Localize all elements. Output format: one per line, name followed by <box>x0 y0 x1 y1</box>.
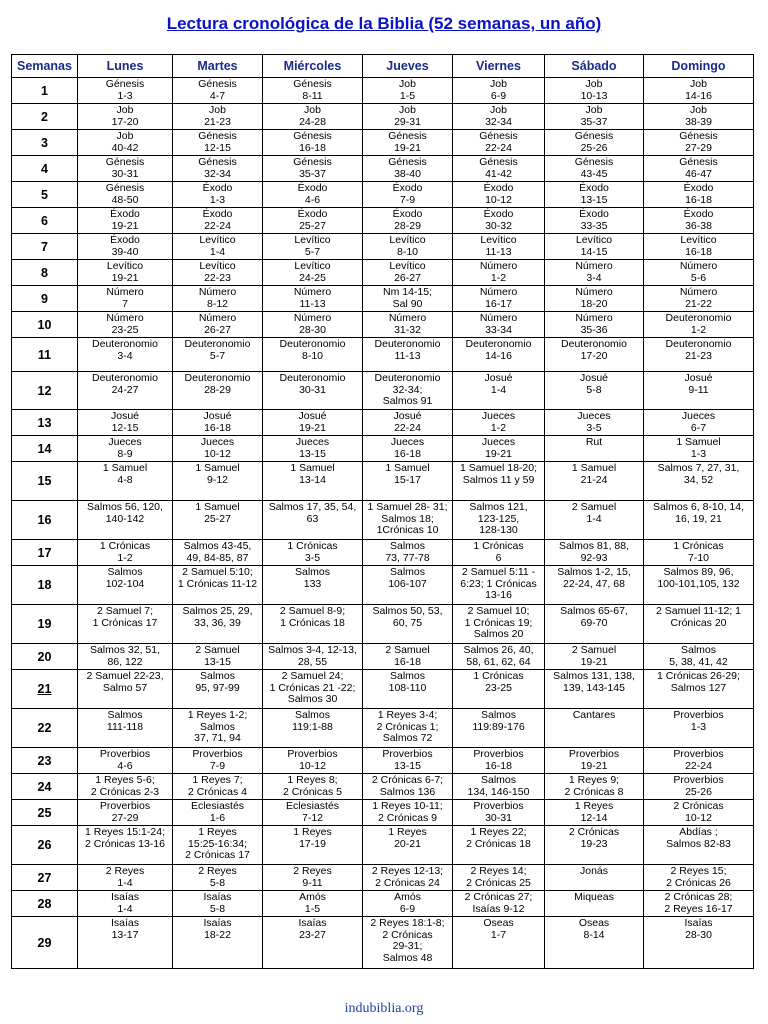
reading-cell: 2 Samuel 22-23, Salmo 57 <box>78 670 173 709</box>
reading-cell: Josué 12-15 <box>78 410 173 436</box>
reading-cell: 2 Crónicas 6-7; Salmos 136 <box>363 774 453 800</box>
reading-cell: Génesis 16-18 <box>263 130 363 156</box>
reading-cell: 1 Samuel 18-20; Salmos 11 y 59 <box>453 462 545 501</box>
reading-cell: Eclesiastés 1-6 <box>173 800 263 826</box>
reading-cell: Proverbios 13-15 <box>363 748 453 774</box>
reading-cell: Salmos 131, 138, 139, 143-145 <box>545 670 644 709</box>
reading-cell: 1 Reyes 7; 2 Crónicas 4 <box>173 774 263 800</box>
reading-cell: 1 Reyes 17-19 <box>263 826 363 865</box>
reading-cell: Abdías ; Salmos 82-83 <box>644 826 754 865</box>
reading-cell: 2 Samuel 5:10; 1 Crónicas 11-12 <box>173 566 263 605</box>
week-number: 22 <box>12 709 78 748</box>
week-number: 19 <box>12 605 78 644</box>
col-header-saturday: Sábado <box>545 55 644 78</box>
week-row <box>12 104 754 130</box>
reading-cell: Génesis 8-11 <box>263 78 363 104</box>
week-number: 4 <box>12 156 78 182</box>
reading-cell: Levítico 24-25 <box>263 260 363 286</box>
reading-cell: Éxodo 16-18 <box>644 182 754 208</box>
reading-cell: Número 31-32 <box>363 312 453 338</box>
reading-cell: Número 5-6 <box>644 260 754 286</box>
reading-cell: Número 21-22 <box>644 286 754 312</box>
reading-cell: Salmos 32, 51, 86, 122 <box>78 644 173 670</box>
reading-cell: Job 1-5 <box>363 78 453 104</box>
site-footer-link[interactable]: indubiblia.org <box>344 1001 424 1016</box>
reading-cell: Jueces 8-9 <box>78 436 173 462</box>
week-number: 13 <box>12 410 78 436</box>
reading-cell: Miqueas <box>545 891 644 917</box>
reading-cell: 2 Samuel 8-9; 1 Crónicas 18 <box>263 605 363 644</box>
reading-cell: 1 Reyes 12-14 <box>545 800 644 826</box>
reading-cell: Salmos 1-2, 15, 22-24, 47, 68 <box>545 566 644 605</box>
reading-cell: Número 35-36 <box>545 312 644 338</box>
reading-cell: Levítico 14-15 <box>545 234 644 260</box>
reading-cell: Job 17-20 <box>78 104 173 130</box>
week-number: 7 <box>12 234 78 260</box>
reading-cell: 1 Crónicas 26-29; Salmos 127 <box>644 670 754 709</box>
reading-cell: Deuteronomio 28-29 <box>173 372 263 410</box>
reading-cell: Levítico 19-21 <box>78 260 173 286</box>
reading-cell: Salmos 102-104 <box>78 566 173 605</box>
reading-cell: Eclesiastés 7-12 <box>263 800 363 826</box>
reading-cell: Salmos 6, 8-10, 14, 16, 19, 21 <box>644 501 754 540</box>
week-number[interactable]: 21 <box>12 670 78 709</box>
col-header-sunday: Domingo <box>644 55 754 78</box>
week-row <box>12 709 754 748</box>
reading-cell: Deuteronomio 3-4 <box>78 338 173 372</box>
reading-cell: Levítico 1-4 <box>173 234 263 260</box>
reading-cell: Jueces 10-12 <box>173 436 263 462</box>
reading-cell: 1 Samuel 4-8 <box>78 462 173 501</box>
week-row <box>12 774 754 800</box>
reading-cell: 2 Samuel 1-4 <box>545 501 644 540</box>
reading-cell: Deuteronomio 17-20 <box>545 338 644 372</box>
reading-cell: Génesis 12-15 <box>173 130 263 156</box>
week-row <box>12 410 754 436</box>
reading-cell: 1 Reyes 20-21 <box>363 826 453 865</box>
week-number: 20 <box>12 644 78 670</box>
reading-cell: 1 Reyes 9; 2 Crónicas 8 <box>545 774 644 800</box>
reading-cell: Levítico 5-7 <box>263 234 363 260</box>
reading-cell: 1 Reyes 8; 2 Crónicas 5 <box>263 774 363 800</box>
reading-cell: Éxodo 36-38 <box>644 208 754 234</box>
reading-cell: Salmos 119:89-176 <box>453 709 545 748</box>
reading-cell: Josué 16-18 <box>173 410 263 436</box>
week-number: 10 <box>12 312 78 338</box>
reading-cell: 2 Reyes 18:1-8; 2 Crónicas 29-31; Salmos 48 <box>363 917 453 969</box>
col-header-thursday: Jueves <box>363 55 453 78</box>
reading-cell: Éxodo 13-15 <box>545 182 644 208</box>
reading-cell: Job 35-37 <box>545 104 644 130</box>
reading-cell: Job 24-28 <box>263 104 363 130</box>
reading-cell: Génesis 27-29 <box>644 130 754 156</box>
week-number: 3 <box>12 130 78 156</box>
week-number: 1 <box>12 78 78 104</box>
reading-cell: Deuteronomio 1-2 <box>644 312 754 338</box>
reading-cell: Salmos 108-110 <box>363 670 453 709</box>
reading-cell: 2 Samuel 13-15 <box>173 644 263 670</box>
reading-cell: Proverbios 4-6 <box>78 748 173 774</box>
reading-cell: 2 Reyes 5-8 <box>173 865 263 891</box>
reading-cell: Levítico 26-27 <box>363 260 453 286</box>
reading-cell: Rut <box>545 436 644 462</box>
reading-cell: Génesis 30-31 <box>78 156 173 182</box>
reading-cell: Job 14-16 <box>644 78 754 104</box>
reading-plan-table <box>11 54 754 969</box>
reading-cell: Isaías 18-22 <box>173 917 263 969</box>
week-row <box>12 566 754 605</box>
reading-cell: Salmos 50, 53, 60, 75 <box>363 605 453 644</box>
reading-cell: Levítico 22-23 <box>173 260 263 286</box>
reading-cell: 1 Crónicas 6 <box>453 540 545 566</box>
reading-cell: 2 Reyes 1-4 <box>78 865 173 891</box>
reading-cell: Job 21-23 <box>173 104 263 130</box>
reading-cell: Número 7 <box>78 286 173 312</box>
reading-cell: 2 Samuel 16-18 <box>363 644 453 670</box>
reading-cell: Jueces 13-15 <box>263 436 363 462</box>
reading-cell: Número 16-17 <box>453 286 545 312</box>
reading-cell: 2 Samuel 5:11 - 6:23; 1 Crónicas 13-16 <box>453 566 545 605</box>
reading-cell: 2 Reyes 15; 2 Crónicas 26 <box>644 865 754 891</box>
reading-cell: 2 Samuel 19-21 <box>545 644 644 670</box>
reading-cell: 2 Reyes 9-11 <box>263 865 363 891</box>
reading-cell: Salmos 106-107 <box>363 566 453 605</box>
reading-cell: Génesis 25-26 <box>545 130 644 156</box>
reading-cell: 1 Samuel 15-17 <box>363 462 453 501</box>
reading-cell: Salmos 121, 123-125, 128-130 <box>453 501 545 540</box>
reading-cell: Salmos 133 <box>263 566 363 605</box>
reading-cell: Isaías 1-4 <box>78 891 173 917</box>
reading-cell: Número 8-12 <box>173 286 263 312</box>
reading-cell: Proverbios 19-21 <box>545 748 644 774</box>
week-row <box>12 891 754 917</box>
reading-cell: Número 23-25 <box>78 312 173 338</box>
reading-cell: Job 38-39 <box>644 104 754 130</box>
reading-cell: Salmos 17, 35, 54, 63 <box>263 501 363 540</box>
week-row <box>12 462 754 501</box>
week-number: 5 <box>12 182 78 208</box>
reading-cell: 1 Samuel 1-3 <box>644 436 754 462</box>
reading-cell: Salmos 3-4, 12-13, 28, 55 <box>263 644 363 670</box>
week-number: 28 <box>12 891 78 917</box>
reading-cell: Génesis 4-7 <box>173 78 263 104</box>
week-number: 14 <box>12 436 78 462</box>
reading-cell: Proverbios 30-31 <box>453 800 545 826</box>
reading-cell: Isaías 5-8 <box>173 891 263 917</box>
reading-cell: Deuteronomio 32-34; Salmos 91 <box>363 372 453 410</box>
week-row <box>12 372 754 410</box>
reading-cell: 2 Crónicas 19-23 <box>545 826 644 865</box>
week-number: 18 <box>12 566 78 605</box>
reading-cell: Job 32-34 <box>453 104 545 130</box>
reading-cell: Salmos 73, 77-78 <box>363 540 453 566</box>
week-row <box>12 260 754 286</box>
reading-cell: Salmos 26, 40, 58, 61, 62, 64 <box>453 644 545 670</box>
week-row <box>12 130 754 156</box>
reading-cell: 1 Samuel 21-24 <box>545 462 644 501</box>
reading-cell: Génesis 32-34 <box>173 156 263 182</box>
reading-cell: Job 29-31 <box>363 104 453 130</box>
reading-cell: Número 11-13 <box>263 286 363 312</box>
week-row <box>12 182 754 208</box>
reading-cell: Génesis 38-40 <box>363 156 453 182</box>
reading-cell: Salmos 65-67, 69-70 <box>545 605 644 644</box>
week-row <box>12 917 754 969</box>
week-number: 27 <box>12 865 78 891</box>
reading-cell: Génesis 19-21 <box>363 130 453 156</box>
reading-cell: Isaías 28-30 <box>644 917 754 969</box>
reading-cell: Proverbios 25-26 <box>644 774 754 800</box>
reading-cell: Deuteronomio 24-27 <box>78 372 173 410</box>
reading-cell: 1 Samuel 9-12 <box>173 462 263 501</box>
reading-cell: Éxodo 25-27 <box>263 208 363 234</box>
reading-cell: 1 Reyes 15:1-24; 2 Crónicas 13-16 <box>78 826 173 865</box>
col-header-week: Semanas <box>12 55 78 78</box>
week-row <box>12 78 754 104</box>
page-title: Lectura cronológica de la Biblia (52 semanas, un año) <box>166 14 602 33</box>
week-row <box>12 338 754 372</box>
reading-cell: Isaías 13-17 <box>78 917 173 969</box>
reading-cell: Éxodo 30-32 <box>453 208 545 234</box>
week-row <box>12 748 754 774</box>
reading-cell: Génesis 41-42 <box>453 156 545 182</box>
reading-cell: Génesis 43-45 <box>545 156 644 182</box>
reading-cell: Deuteronomio 30-31 <box>263 372 363 410</box>
reading-cell: Génesis 22-24 <box>453 130 545 156</box>
reading-cell: 1 Samuel 25-27 <box>173 501 263 540</box>
reading-cell: Josué 22-24 <box>363 410 453 436</box>
reading-cell: Éxodo 33-35 <box>545 208 644 234</box>
week-row <box>12 865 754 891</box>
col-header-tuesday: Martes <box>173 55 263 78</box>
reading-cell: Salmos 95, 97-99 <box>173 670 263 709</box>
week-number: 23 <box>12 748 78 774</box>
week-number: 11 <box>12 338 78 372</box>
week-row <box>12 800 754 826</box>
reading-cell: Levítico 16-18 <box>644 234 754 260</box>
week-number: 26 <box>12 826 78 865</box>
reading-cell: Deuteronomio 11-13 <box>363 338 453 372</box>
reading-cell: 2 Samuel 10; 1 Crónicas 19; Salmos 20 <box>453 605 545 644</box>
col-header-friday: Viernes <box>453 55 545 78</box>
reading-cell: 2 Reyes 12-13; 2 Crónicas 24 <box>363 865 453 891</box>
reading-cell: Génesis 1-3 <box>78 78 173 104</box>
week-number: 9 <box>12 286 78 312</box>
reading-cell: Éxodo 28-29 <box>363 208 453 234</box>
reading-cell: Salmos 5, 38, 41, 42 <box>644 644 754 670</box>
reading-cell: Éxodo 4-6 <box>263 182 363 208</box>
week-row <box>12 540 754 566</box>
reading-cell: Amós 1-5 <box>263 891 363 917</box>
week-row <box>12 670 754 709</box>
reading-cell: Amós 6-9 <box>363 891 453 917</box>
reading-cell: Éxodo 10-12 <box>453 182 545 208</box>
reading-cell: Josué 5-8 <box>545 372 644 410</box>
reading-cell: 2 Reyes 14; 2 Crónicas 25 <box>453 865 545 891</box>
reading-cell: Deuteronomio 21-23 <box>644 338 754 372</box>
reading-cell: Deuteronomio 14-16 <box>453 338 545 372</box>
reading-cell: 1 Crónicas 23-25 <box>453 670 545 709</box>
reading-cell: Oseas 8-14 <box>545 917 644 969</box>
reading-cell: Job 40-42 <box>78 130 173 156</box>
reading-cell: Jueces 1-2 <box>453 410 545 436</box>
reading-cell: Job 6-9 <box>453 78 545 104</box>
week-number: 8 <box>12 260 78 286</box>
week-row <box>12 605 754 644</box>
col-header-wednesday: Miércoles <box>263 55 363 78</box>
reading-cell: Número 18-20 <box>545 286 644 312</box>
reading-cell: 2 Crónicas 10-12 <box>644 800 754 826</box>
reading-cell: Salmos 119:1-88 <box>263 709 363 748</box>
reading-cell: Número 33-34 <box>453 312 545 338</box>
reading-cell: Salmos 56, 120, 140-142 <box>78 501 173 540</box>
reading-cell: 1 Crónicas 7-10 <box>644 540 754 566</box>
week-number: 24 <box>12 774 78 800</box>
week-row <box>12 644 754 670</box>
reading-cell: Proverbios 27-29 <box>78 800 173 826</box>
week-row <box>12 501 754 540</box>
week-row <box>12 436 754 462</box>
week-number: 17 <box>12 540 78 566</box>
reading-cell: Cantares <box>545 709 644 748</box>
reading-cell: Salmos 7, 27, 31, 34, 52 <box>644 462 754 501</box>
reading-cell: Josué 19-21 <box>263 410 363 436</box>
reading-cell: 1 Crónicas 3-5 <box>263 540 363 566</box>
reading-cell: 1 Crónicas 1-2 <box>78 540 173 566</box>
reading-cell: Levítico 8-10 <box>363 234 453 260</box>
reading-cell: Deuteronomio 5-7 <box>173 338 263 372</box>
reading-cell: Isaías 23-27 <box>263 917 363 969</box>
reading-cell: Jueces 19-21 <box>453 436 545 462</box>
reading-cell: Proverbios 16-18 <box>453 748 545 774</box>
reading-cell: 1 Reyes 10-11; 2 Crónicas 9 <box>363 800 453 826</box>
reading-cell: Salmos 25, 29, 33, 36, 39 <box>173 605 263 644</box>
week-row <box>12 208 754 234</box>
reading-cell: 1 Reyes 3-4; 2 Crónicas 1; Salmos 72 <box>363 709 453 748</box>
reading-cell: Éxodo 7-9 <box>363 182 453 208</box>
reading-cell: Jonás <box>545 865 644 891</box>
reading-cell: Deuteronomio 8-10 <box>263 338 363 372</box>
reading-cell: 1 Reyes 22; 2 Crónicas 18 <box>453 826 545 865</box>
reading-cell: Josué 1-4 <box>453 372 545 410</box>
reading-cell: 1 Samuel 13-14 <box>263 462 363 501</box>
week-row <box>12 156 754 182</box>
week-row <box>12 286 754 312</box>
reading-cell: Levítico 11-13 <box>453 234 545 260</box>
reading-cell: Número 26-27 <box>173 312 263 338</box>
week-number: 12 <box>12 372 78 410</box>
week-number: 6 <box>12 208 78 234</box>
week-number: 15 <box>12 462 78 501</box>
reading-cell: Proverbios 1-3 <box>644 709 754 748</box>
reading-cell: Número 3-4 <box>545 260 644 286</box>
reading-cell: Proverbios 7-9 <box>173 748 263 774</box>
reading-cell: Salmos 134, 146-150 <box>453 774 545 800</box>
reading-cell: Éxodo 39-40 <box>78 234 173 260</box>
reading-cell: 2 Samuel 7; 1 Crónicas 17 <box>78 605 173 644</box>
reading-cell: Salmos 81, 88, 92-93 <box>545 540 644 566</box>
week-row <box>12 826 754 865</box>
reading-cell: Proverbios 10-12 <box>263 748 363 774</box>
reading-cell: 2 Crónicas 28; 2 Reyes 16-17 <box>644 891 754 917</box>
reading-cell: Salmos 43-45, 49, 84-85, 87 <box>173 540 263 566</box>
reading-cell: 1 Samuel 28- 31; Salmos 18; 1Crónicas 10 <box>363 501 453 540</box>
reading-cell: Jueces 6-7 <box>644 410 754 436</box>
reading-cell: 2 Samuel 11-12; 1 Crónicas 20 <box>644 605 754 644</box>
header-row <box>12 55 754 78</box>
week-row <box>12 312 754 338</box>
week-number: 25 <box>12 800 78 826</box>
reading-cell: Nm 14-15; Sal 90 <box>363 286 453 312</box>
reading-cell: Proverbios 22-24 <box>644 748 754 774</box>
reading-cell: Jueces 3-5 <box>545 410 644 436</box>
reading-cell: 1 Reyes 15:25-16:34; 2 Crónicas 17 <box>173 826 263 865</box>
week-number: 2 <box>12 104 78 130</box>
reading-cell: Génesis 35-37 <box>263 156 363 182</box>
reading-cell: Jueces 16-18 <box>363 436 453 462</box>
reading-cell: Éxodo 22-24 <box>173 208 263 234</box>
reading-cell: 2 Samuel 24; 1 Crónicas 21 -22; Salmos 30 <box>263 670 363 709</box>
reading-cell: Josué 9-11 <box>644 372 754 410</box>
reading-cell: Oseas 1-7 <box>453 917 545 969</box>
week-number: 29 <box>12 917 78 969</box>
reading-cell: Salmos 89, 96, 100-101,105, 132 <box>644 566 754 605</box>
reading-cell: Número 1-2 <box>453 260 545 286</box>
reading-cell: 2 Crónicas 27; Isaías 9-12 <box>453 891 545 917</box>
col-header-monday: Lunes <box>78 55 173 78</box>
reading-cell: Job 10-13 <box>545 78 644 104</box>
reading-cell: Génesis 48-50 <box>78 182 173 208</box>
reading-cell: Salmos 111-118 <box>78 709 173 748</box>
reading-cell: 1 Reyes 1-2; Salmos 37, 71, 94 <box>173 709 263 748</box>
reading-cell: Éxodo 1-3 <box>173 182 263 208</box>
reading-cell: Número 28-30 <box>263 312 363 338</box>
reading-cell: 1 Reyes 5-6; 2 Crónicas 2-3 <box>78 774 173 800</box>
reading-cell: Éxodo 19-21 <box>78 208 173 234</box>
week-row <box>12 234 754 260</box>
week-number: 16 <box>12 501 78 540</box>
reading-cell: Génesis 46-47 <box>644 156 754 182</box>
